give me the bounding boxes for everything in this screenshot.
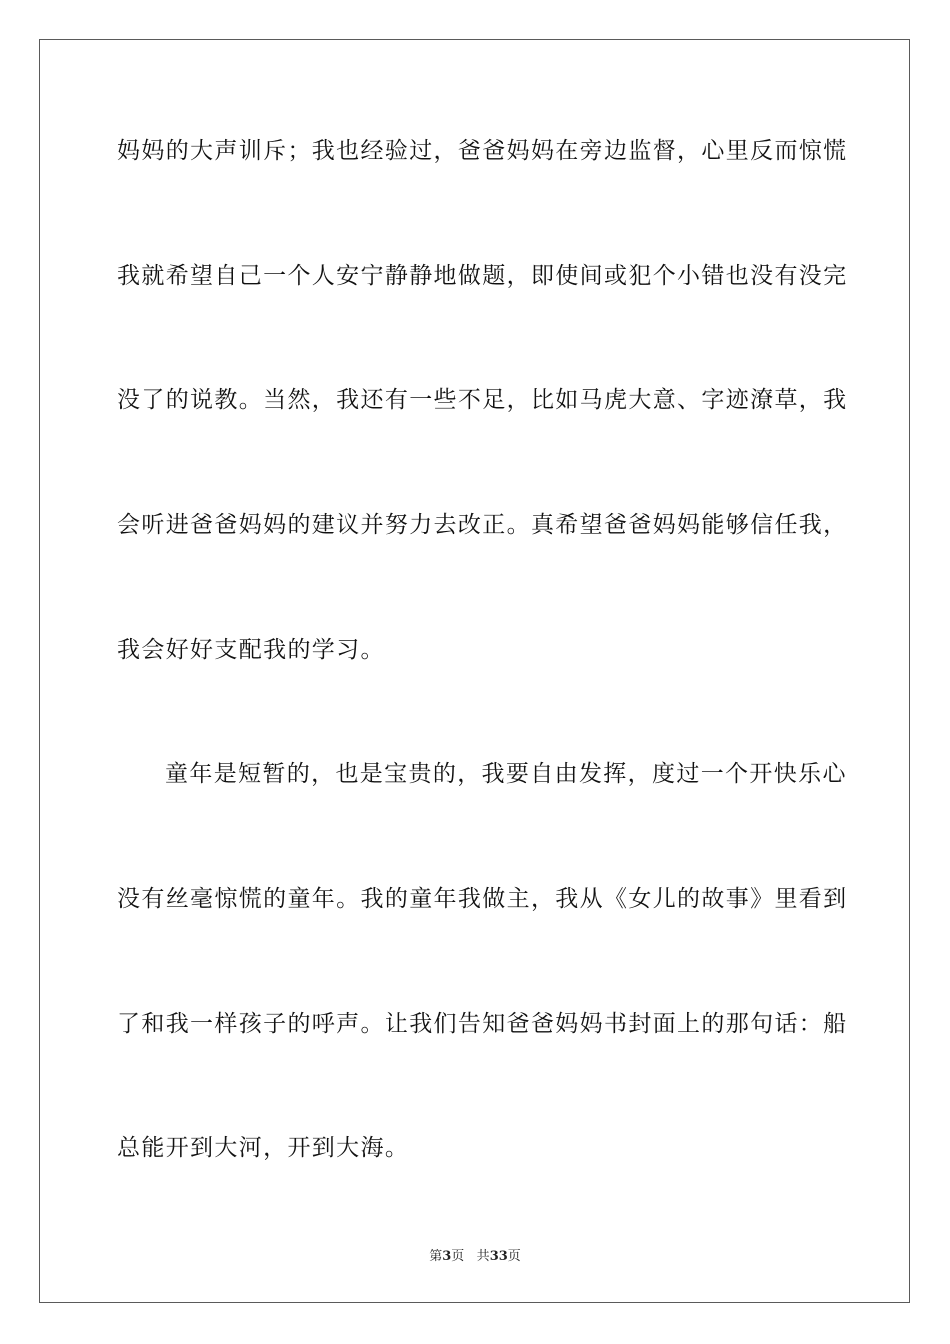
footer-total-prefix: 共 — [476, 1249, 490, 1264]
text-line-3: 没了的说教。当然，我还有一些不足，比如马虎大意、字迹潦草，我 — [117, 387, 848, 413]
text-line-1: 妈妈的大声训斥；我也经验过，爸爸妈妈在旁边监督，心里反而惊慌 — [117, 138, 848, 164]
page-frame — [39, 39, 910, 1303]
text-line-8: 了和我一样孩子的呼声。让我们告知爸爸妈妈书封面上的那句话：船 — [117, 1011, 848, 1037]
text-line-7: 没有丝毫惊慌的童年。我的童年我做主，我从《女儿的故事》里看到 — [117, 886, 848, 912]
text-line-9: 总能开到大河，开到大海。 — [117, 1135, 410, 1161]
footer-total-pages: 33 — [489, 1249, 508, 1264]
footer-total-suffix: 页 — [507, 1249, 521, 1264]
text-line-2: 我就希望自己一个人安宁静静地做题，即使间或犯个小错也没有没完 — [117, 263, 848, 289]
page-footer — [0, 1248, 950, 1266]
text-line-5: 我会好好支配我的学习。 — [117, 637, 385, 663]
footer-page-prefix: 第 — [429, 1249, 443, 1264]
text-line-6: 童年是短暂的，也是宝贵的，我要自由发挥，度过一个开快乐心 — [165, 761, 847, 787]
footer-page-number: 3 — [442, 1249, 452, 1264]
footer-page-suffix: 页 — [451, 1249, 465, 1264]
text-line-4: 会听进爸爸妈妈的建议并努力去改正。真希望爸爸妈妈能够信任我， — [117, 512, 848, 538]
